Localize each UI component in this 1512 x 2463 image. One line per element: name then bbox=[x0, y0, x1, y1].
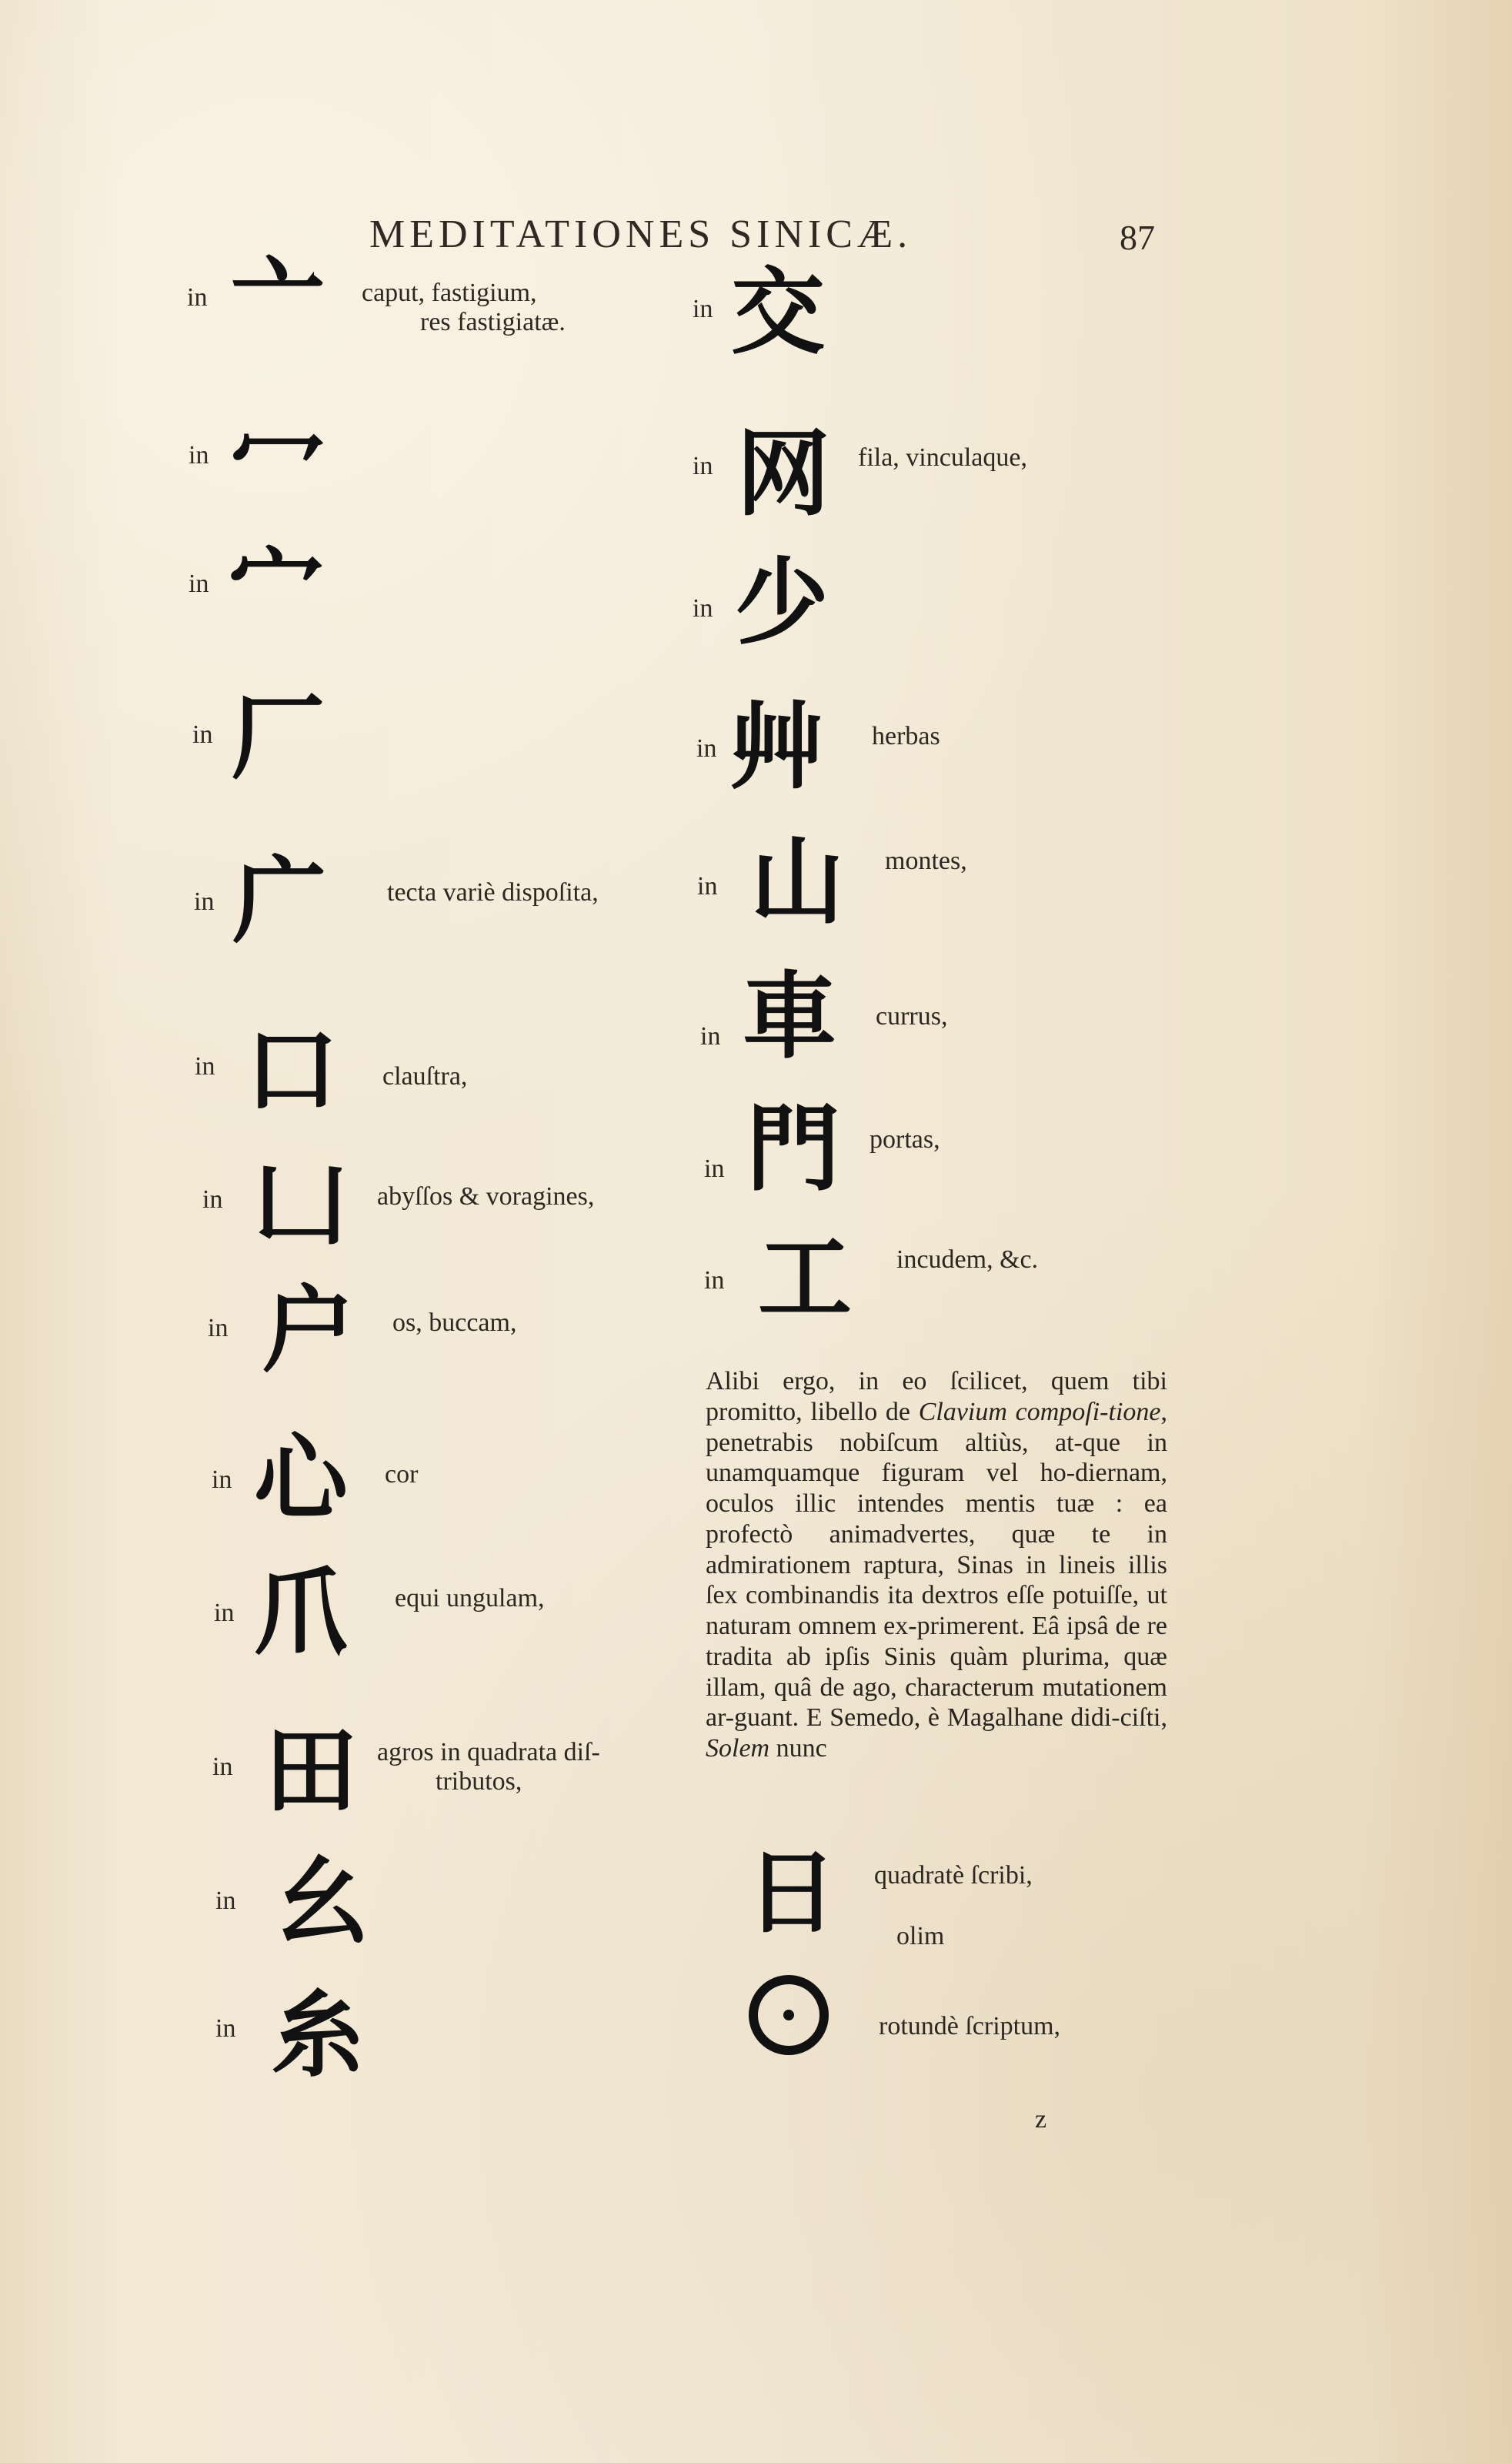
chinese-radical: 网 bbox=[736, 419, 830, 529]
entry-prefix: in bbox=[187, 283, 208, 312]
chinese-radical: 交 bbox=[731, 258, 825, 367]
entry-prefix: in bbox=[215, 1887, 236, 1915]
chinese-radical: 厂 bbox=[231, 683, 325, 793]
sun-caption-2: olim bbox=[896, 1922, 945, 1950]
chinese-radical: 冖 bbox=[231, 404, 325, 513]
chinese-radical: 心 bbox=[254, 1424, 348, 1533]
entry-gloss: tecta variè dispoſita, bbox=[387, 878, 599, 907]
entry-prefix: in bbox=[215, 2014, 236, 2043]
entry-gloss: montes, bbox=[885, 847, 967, 875]
entry-prefix: in bbox=[693, 295, 713, 323]
chinese-radical: 艸 bbox=[729, 693, 823, 802]
entry-prefix: in bbox=[704, 1266, 725, 1295]
chinese-radical: 工 bbox=[758, 1224, 852, 1333]
sun-caption-3: rotundè ſcriptum, bbox=[879, 2012, 1061, 2040]
entry-gloss: currus, bbox=[876, 1002, 948, 1031]
chinese-radical: 广 bbox=[232, 847, 326, 956]
entry-gloss: abyſſos & voragines, bbox=[377, 1182, 595, 1211]
square-sun-character: 日 bbox=[746, 1840, 838, 1946]
chinese-radical: 幺 bbox=[275, 1847, 369, 1957]
signature-mark: z bbox=[1035, 2105, 1047, 2134]
entry-gloss: herbas bbox=[872, 722, 940, 750]
entry-prefix: in bbox=[208, 1314, 229, 1342]
entry-gloss: fila, vinculaque, bbox=[858, 443, 1027, 472]
entry-prefix: in bbox=[189, 570, 209, 598]
entry-prefix: in bbox=[214, 1599, 235, 1627]
entry-gloss: equi ungulam, bbox=[395, 1584, 545, 1612]
entry-prefix: in bbox=[700, 1022, 721, 1051]
sun-caption-1: quadratè ſcribi, bbox=[874, 1861, 1033, 1890]
chinese-radical: 爪 bbox=[254, 1559, 348, 1668]
page-number: 87 bbox=[1120, 218, 1155, 257]
chinese-radical: 山 bbox=[750, 827, 844, 937]
chinese-radical: 車 bbox=[743, 962, 836, 1071]
chinese-radical: 田 bbox=[264, 1716, 358, 1826]
page-title: MEDITATIONES SINICÆ. bbox=[369, 212, 913, 256]
chinese-radical: 糸 bbox=[271, 1980, 365, 2090]
entry-prefix: in bbox=[704, 1155, 725, 1183]
entry-gloss: cor bbox=[385, 1460, 419, 1489]
entry-prefix: in bbox=[189, 441, 209, 470]
chinese-radical: 門 bbox=[746, 1094, 840, 1204]
entry-prefix: in bbox=[195, 1052, 215, 1081]
entry-gloss: portas, bbox=[869, 1125, 940, 1154]
entry-prefix: in bbox=[192, 720, 213, 749]
entry-gloss: agros in quadrata diſ- tributos, bbox=[377, 1738, 600, 1796]
entry-prefix: in bbox=[696, 734, 717, 763]
entry-prefix: in bbox=[693, 452, 713, 480]
entry-prefix: in bbox=[697, 872, 718, 901]
entry-gloss: clauſtra, bbox=[382, 1062, 468, 1091]
chinese-radical: 宀 bbox=[229, 533, 323, 642]
chinese-radical: 口 bbox=[245, 1016, 339, 1125]
entry-gloss: os, buccam, bbox=[392, 1308, 517, 1337]
entry-prefix: in bbox=[194, 887, 215, 916]
chinese-radical: 少 bbox=[735, 548, 829, 657]
entry-prefix: in bbox=[202, 1185, 223, 1214]
entry-prefix: in bbox=[212, 1465, 232, 1494]
entry-prefix: in bbox=[212, 1753, 233, 1781]
entry-gloss: incudem, &c. bbox=[896, 1245, 1039, 1274]
body-paragraph: Alibi ergo, in eo ſcilicet, quem tibi promitto, libello de Clavium compoſi-tione, penetrabis nobiſcum altiùs, at-que in unamquamque figuram vel ho-diernam, oculos illic intendes mentis tuæ : ea profectò animadvertes, quæ te in admirationem raptura, Sinas in lineis illis ſex combinandis ita dextros eſſe potuiſſe, ut naturam omnem ex-primerent. Eâ ipsâ de re tradita ab ipſis Sinis quàm plurima, quæ illam, quâ de ago, characterum mutationem ar-guant. E Semedo, è Magalhane didi-ciſti, Solem nunc bbox=[706, 1367, 1167, 1763]
entry-prefix: in bbox=[693, 594, 713, 623]
round-sun-symbol-icon bbox=[743, 1969, 835, 2061]
chinese-radical: 亠 bbox=[231, 246, 325, 356]
entry-gloss: caput, fastigium, res fastigiatæ. bbox=[362, 279, 566, 337]
chinese-radical: 户 bbox=[262, 1276, 355, 1385]
chinese-radical: 凵 bbox=[254, 1151, 348, 1260]
